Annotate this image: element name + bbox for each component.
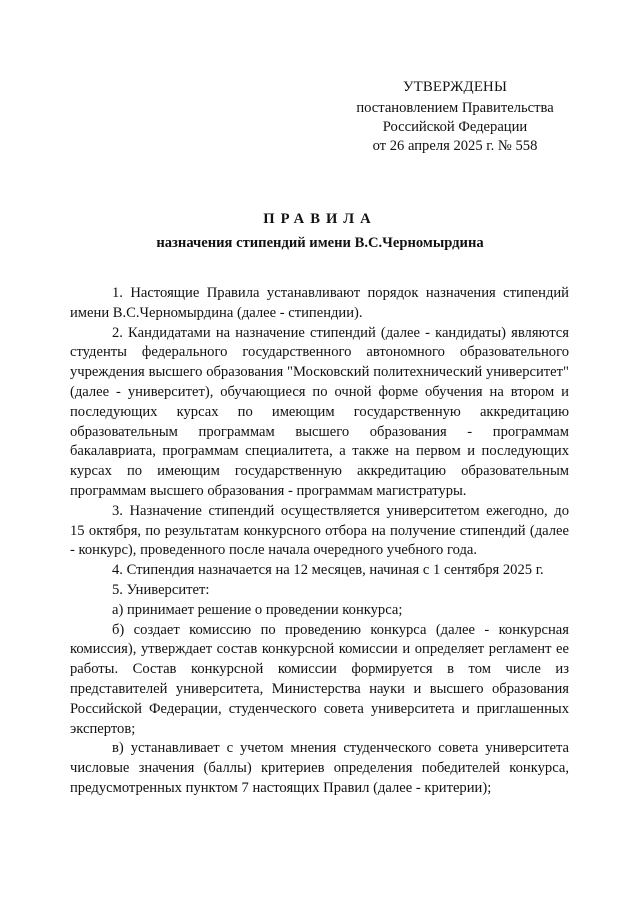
- approval-stamp: [340, 78, 570, 156]
- paragraph-5b: б) создает комиссию по проведению конкурса (далее - конкурсная комиссия), утверждает состав конкурсной комиссии и определяет регламент ее работы. Состав конкурсной комиссии формируется в том числе из представителей университета, Министерства науки и высшего образования Российской Федерации, студенческого совета университета и приглашенных экспертов;: [70, 621, 569, 737]
- paragraph-4: 4. Стипендия назначается на 12 месяцев, начиная с 1 сентября 2025 г.: [112, 562, 544, 579]
- paragraph-3: 3. Назначение стипендий осуществляется университетом ежегодно, до 15 октября, по результатам конкурсного отбора на получение стипендий (далее - конкурс), проведенного после начала очередного учебного года.: [70, 502, 569, 559]
- approval-line-1: постановлением Правительства: [356, 100, 554, 116]
- paragraph-5c: в) устанавливает с учетом мнения студенческого совета университета числовые значения (баллы) критериев определения победителей конкурса, предусмотренных пунктом 7 настоящих Правил (далее - критерии);: [70, 740, 569, 796]
- paragraph-5a: а) принимает решение о проведении конкурса;: [112, 601, 403, 618]
- paragraph-2: 2. Кандидатами на назначение стипендий (далее - кандидаты) являются студенты федерального государственного автономного образовательного учреждения высшего образования "Московский политехнический университет" (далее - университет), обучающиеся по очной форме обучения на втором и последующих курсах по имеющим государственную аккредитацию образовательным программам высшего образования - программам бакалавриата, программам специалитета, а также на первом и последующих курсах по имеющим государственную аккредитацию образовательным программам высшего образования - программам магистратуры.: [70, 324, 569, 499]
- document-title: ПРАВИЛА: [263, 211, 377, 227]
- document-subtitle: назначения стипендий имени В.С.Черномырдина: [156, 235, 484, 251]
- paragraph-1: 1. Настоящие Правила устанавливают порядок назначения стипендий имени В.С.Черномырдина (далее - стипендии).: [70, 285, 569, 321]
- approval-line-3: от 26 апреля 2025 г. № 558: [372, 138, 538, 154]
- approval-line-2: Российской Федерации: [382, 119, 528, 135]
- document-body: [70, 284, 569, 799]
- approval-heading: УТВЕРЖДЕНЫ: [402, 79, 508, 95]
- paragraph-5: 5. Университет:: [112, 581, 210, 598]
